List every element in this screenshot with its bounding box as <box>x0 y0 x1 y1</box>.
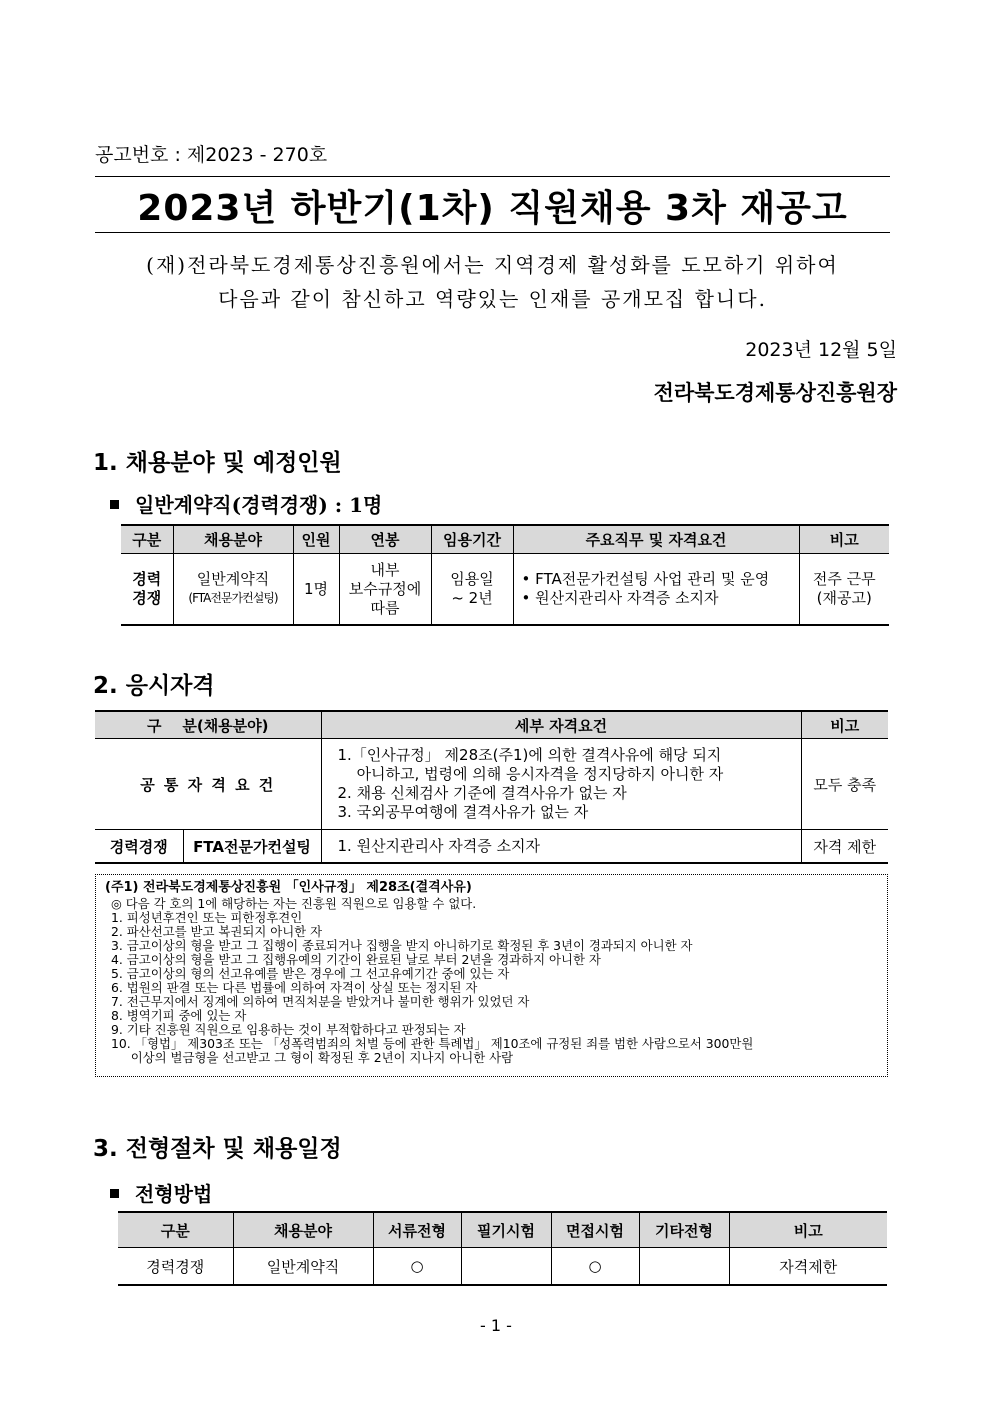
footnote-line: 7. 전근무지에서 징계에 의하여 면직처분을 받았거나 불미한 행위가 있었던 자 <box>111 994 530 1009</box>
header-cell: 연봉 <box>339 525 431 554</box>
header-cell: 비고 <box>729 1212 887 1248</box>
table-cell <box>461 1248 551 1286</box>
note-line: (재공고) <box>816 589 872 607</box>
section3-subheading-text: 전형방법 <box>135 1182 213 1206</box>
notice-number: 공고번호 : 제2023 - 270호 <box>95 144 328 166</box>
footnote-line: 2. 파산선고를 받고 복권되지 아니한 자 <box>111 924 323 939</box>
square-bullet-icon <box>110 1189 119 1198</box>
period-line: ~ 2년 <box>451 589 493 607</box>
header-cell: 채용분야 <box>233 1212 373 1248</box>
header-cell: 채용분야 <box>173 525 293 554</box>
type-line: 경력 <box>132 570 162 588</box>
disqualification-footnote <box>95 874 888 1077</box>
header-cell: 세부 자격요건 <box>321 711 801 739</box>
career-req-cell: 1. 원산지관리사 자격증 소지자 <box>321 830 801 864</box>
period-cell <box>431 554 513 626</box>
table-header-row <box>121 525 889 554</box>
intro-line-2: 다음과 같이 참신하고 역량있는 인재를 공개모집 합니다. <box>218 287 767 311</box>
req-line: 3. 국외공무여행에 결격사유가 없는 자 <box>337 803 589 821</box>
section3-heading: 3. 전형절차 및 채용일정 <box>93 1136 342 1162</box>
table-header-row <box>95 711 888 739</box>
common-req-cell <box>321 739 801 830</box>
header-cell: 구분 <box>118 1212 233 1248</box>
field-cell <box>173 554 293 626</box>
salary-cell <box>339 554 431 626</box>
req-line: 2. 채용 신체검사 기준에 결격사유가 없는 자 <box>337 784 627 802</box>
footnote-line: 10. 「형법」 제303조 또는 「성폭력범죄의 처벌 등에 관한 특례법」 제10조에 규정된 죄를 범한 사람으로서 300만원 <box>111 1036 754 1051</box>
salary-line: 보수규정에 <box>348 579 422 598</box>
common-label-cell: 공 통 자 격 요 건 <box>95 739 321 830</box>
table-row <box>121 554 889 626</box>
page-title: 2023년 하반기(1차) 직원채용 3차 재공고 <box>137 188 848 229</box>
footnote-line: 이상의 벌금형을 선고받고 그 형이 확정된 후 2년이 지나지 아니한 사람 <box>111 1050 514 1065</box>
salary-line: 내부 <box>370 560 400 579</box>
note-cell <box>799 554 889 626</box>
table-cell: ○ <box>373 1248 461 1286</box>
req-line: 아니하고, 법령에 의해 응시자격을 정지당하지 아니한 자 <box>337 765 724 783</box>
footnote-line: ◎ 다음 각 호의 1에 해당하는 자는 진흥원 직원으로 임용할 수 없다. <box>111 896 477 911</box>
page-number: - 1 - <box>480 1316 512 1335</box>
note-line: 전주 근무 <box>812 570 876 588</box>
type-cell <box>121 554 173 626</box>
header-cell: 기타전형 <box>639 1212 729 1248</box>
header-cell: 구 분(채용분야) <box>95 711 321 739</box>
duty-line: • FTA전문가컨설팅 사업 관리 및 운영 <box>521 570 770 588</box>
footnote-line: 3. 금고이상의 형을 받고 그 집행이 종료되거나 집행을 받지 아니하기로 확정된 후 3년이 경과되지 아니한 자 <box>111 938 693 953</box>
field-line: 일반계약직 <box>196 570 270 588</box>
title-top-rule <box>95 176 890 177</box>
header-cell: 인원 <box>293 525 339 554</box>
table-row <box>118 1248 887 1286</box>
footnote-line: 1. 피성년후견인 또는 피한정후견인 <box>111 910 303 925</box>
footnote-line: 4. 금고이상의 형을 받고 그 집행유예의 기간이 완료된 날로 부터 2년을 경과하지 아니한 자 <box>111 952 601 967</box>
common-note-cell: 모두 충족 <box>801 739 888 830</box>
header-cell: 주요직무 및 자격요건 <box>513 525 799 554</box>
duty-cell <box>513 554 799 626</box>
selection-method-table <box>118 1211 887 1286</box>
footnote-line: 5. 금고이상의 형의 선고유예를 받은 경우에 그 선고유예기간 중에 있는 자 <box>111 966 510 981</box>
footnote-line: 9. 기타 진흥원 직원으로 임용하는 것이 부적합하다고 판정되는 자 <box>111 1022 466 1037</box>
career-note-cell: 자격 제한 <box>801 830 888 864</box>
qualification-table <box>95 710 888 864</box>
header-cell: 임용기간 <box>431 525 513 554</box>
table-header-row <box>118 1212 887 1248</box>
title-bottom-rule <box>95 232 890 233</box>
table-cell: 자격제한 <box>729 1248 887 1286</box>
header-cell: 면접시험 <box>551 1212 639 1248</box>
intro-line-1: (재)전라북도경제통상진흥원에서는 지역경제 활성화를 도모하기 위하여 <box>146 253 839 277</box>
footnote-line: 8. 병역기피 중에 있는 자 <box>111 1008 247 1023</box>
section1-subheading <box>110 489 382 518</box>
header-cell: 비고 <box>799 525 889 554</box>
header-cell: 필기시험 <box>461 1212 551 1248</box>
duty-line: • 원산지관리사 자격증 소지자 <box>521 589 719 607</box>
recruit-field-table <box>121 524 889 626</box>
field-line: (FTA전문가컨설팅) <box>188 591 278 605</box>
table-cell: 일반계약직 <box>233 1248 373 1286</box>
section3-subheading <box>110 1178 212 1207</box>
period-line: 임용일 <box>450 570 494 588</box>
square-bullet-icon <box>110 500 119 509</box>
career-field-cell: FTA전문가컨설팅 <box>183 830 321 864</box>
type-line: 경쟁 <box>132 589 162 607</box>
salary-line: 따름 <box>370 598 400 617</box>
header-cell: 비고 <box>801 711 888 739</box>
section1-heading: 1. 채용분야 및 예정인원 <box>93 450 342 476</box>
header-cell: 구분 <box>121 525 173 554</box>
req-line: 1.「인사규정」 제28조(주1)에 의한 결격사유에 해당 되지 <box>337 746 722 764</box>
table-cell: 경력경쟁 <box>118 1248 233 1286</box>
footnote-title: (주1) 전라북도경제통상진흥원 「인사규정」 제28조(결격사유) <box>105 880 472 895</box>
table-cell: ○ <box>551 1248 639 1286</box>
notice-date: 2023년 12월 5일 <box>745 339 897 361</box>
count-cell: 1명 <box>293 554 339 626</box>
section2-heading: 2. 응시자격 <box>93 673 215 699</box>
section1-subheading-text: 일반계약직(경력경쟁) : 1명 <box>135 493 383 517</box>
header-cell: 서류전형 <box>373 1212 461 1248</box>
table-cell <box>639 1248 729 1286</box>
issuer: 전라북도경제통상진흥원장 <box>653 380 897 405</box>
career-label-cell: 경력경쟁 <box>95 830 183 864</box>
footnote-line: 6. 법원의 판결 또는 다른 법률에 의하여 자격이 상실 또는 정지된 자 <box>111 980 478 995</box>
table-row <box>95 830 888 864</box>
table-row <box>95 739 888 830</box>
